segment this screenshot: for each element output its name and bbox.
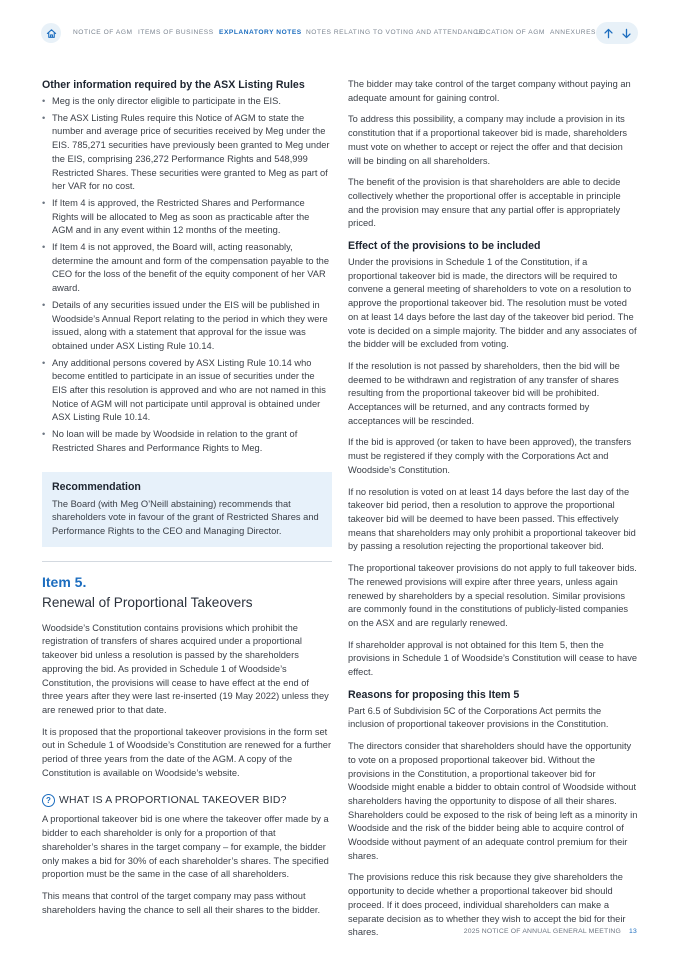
effect-heading: Effect of the provisions to be included [348, 240, 541, 253]
paragraph: Part 6.5 of Subdivision 5C of the Corporations Act permits the inclusion of proportional takeover provisions in the Constitution. [348, 705, 609, 730]
paragraph: A proportional takeover bid is one where the takeover offer made by a bidder to each shareholder is only for a proportion of that shareholder’s shares in the target company – for example, the bidder only makes a bid for 30% of each shareholder’s shares. The specified proportion must be the same in the case of all shareholders. [42, 814, 329, 880]
nav-link-location-of-agm[interactable]: LOCATION OF AGM [476, 29, 545, 36]
arrow-down-icon [621, 28, 632, 39]
paragraph: If no resolution is voted on at least 14 days before the last day of the takeover bid period, then a resolution to approve the proportional takeover bid will be deemed to have been passed. This effectively means that shareholders may only prohibit a proportional takeover bid by passing a resolution rejecting the proportional takeover bid. [348, 486, 636, 552]
footer-title: 2025 NOTICE OF ANNUAL GENERAL MEETING [463, 928, 622, 935]
question-icon: ? [42, 794, 55, 807]
paragraph: The directors consider that shareholders should have the opportunity to vote on a proposed proportional takeover bid. Without the provisions in the Constitution, a proportional takeover bid for Woodside might enable a bidder to obtain control of Woodside without shareholders having the opportunity to dispose of all their shares. Shareholders could be exposed to the risk of being left as a minority in Woodside and the risk of the bidder being able to acquire control of Woodside without payment of an adequate control premium for their shares. [348, 741, 638, 861]
paragraph: If the bid is approved (or taken to have been approved), the transfers must be registered if they comply with the Corporations Act and Woodside’s Constitution. [348, 437, 632, 475]
paragraph: It is proposed that the proportional takeover provisions in the form set out in Schedule 1 of Woodside’s Constitution are renewed for a further period of three years from the date of the AGM. A copy of the Constitution is available on Woodside’s website. [42, 726, 332, 778]
reasons-heading: Reasons for proposing this Item 5 [348, 688, 520, 701]
item-title: Renewal of Proportional Takeovers [42, 594, 253, 610]
section-divider [42, 561, 332, 562]
item-label: Item 5. [42, 573, 87, 590]
nav-link-voting-and-attendance[interactable]: NOTES RELATING TO VOTING AND ATTENDANCE [306, 29, 484, 36]
list-item: • If Item 4 is approved, the Restricted Shares and Performance Rights will be allocated to Meg as soon as practicable after the AGM and in any event within 12 months of the meeting. [42, 197, 332, 238]
paragraph: If shareholder approval is not obtained for this Item 5, then the provisions in Schedule 1 of Woodside’s Constitution will cease to have effect. [348, 639, 638, 678]
list-item: • The ASX Listing Rules require this Notice of AGM to state the number and average price of securities received by Meg under the EIS. 785,271 securities have previously been granted to Meg under the EIS, comprising 236,272 Performance Rights and 548,999 Restricted Shares. These securities were granted to Meg as part of her VAR for no cost. [42, 112, 332, 194]
nav-link-notice-of-agm[interactable]: NOTICE OF AGM [73, 29, 133, 36]
previous-page-button[interactable] [600, 25, 616, 41]
left-column [42, 78, 332, 925]
paragraph: Under the provisions in Schedule 1 of the Constitution, if a proportional takeover bid is made, the directors will be required to convene a general meeting of shareholders to vote on a resolution to approve the proportional takeover bid. The resolution must be voted on at least 14 days before the last day of the takeover bid period. The vote is decided on a simple majority. The bidder and any associates of the bidder will be excluded from voting. [348, 257, 637, 350]
asx-info-heading: Other information required by the ASX Listing Rules [42, 79, 305, 91]
list-item: • If Item 4 is not approved, the Board will, acting reasonably, determine the amount and form of the compensation payable to the CEO for the loss of the benefit of the equity component of her VAR award. [42, 241, 332, 296]
home-icon [46, 28, 57, 39]
paragraph: The provisions reduce this risk because they give shareholders the opportunity to decide whether a proportional takeover bid should proceed. If it does proceed, individual shareholders can make a separate decision as to whether they wish to accept the bid for their shares. [348, 872, 626, 938]
paragraph: To address this possibility, a company may include a provision in its constitution that if a proportional takeover bid is made, shareholders must vote on whether to accept or reject the offer and that decision will be binding on all shareholders. [348, 114, 628, 166]
proportional-takeover-question [42, 794, 332, 807]
paragraph: The proportional takeover provisions do not apply to full takeover bids. The renewed provisions will expire after three years, unless again renewed by shareholders by a special resolution. Similar provisions are commonly found in the constitutions of publicly-listed companies on the ASX and are regularly renewed. [348, 563, 637, 628]
paragraph: The bidder may take control of the target company without paying an adequate amount for gaining control. [348, 79, 631, 103]
recommendation-box [42, 472, 332, 547]
nav-link-items-of-business[interactable]: ITEMS OF BUSINESS [138, 29, 214, 36]
list-item: • Details of any securities issued under the EIS will be published in Woodside’s Annual Report relating to the period in which they were issued, along with a statement that approval for the issue was obtained under ASX Listing Rule 10.14. [42, 299, 332, 354]
right-column [348, 78, 638, 948]
question-heading: WHAT IS A PROPORTIONAL TAKEOVER BID? [59, 795, 287, 807]
arrow-up-icon [603, 28, 614, 39]
next-page-button[interactable] [618, 25, 634, 41]
paragraph: The benefit of the provision is that shareholders are able to decide collectively whether the proportional offer is acceptable in principle and the provision may ensure that any partial offer is appropriately priced. [348, 177, 621, 229]
paragraph: This means that control of the target company may pass without shareholders having the chance to sell all their shares to the bidder. [42, 890, 321, 915]
nav-link-explanatory-notes[interactable]: EXPLANATORY NOTES [219, 29, 302, 36]
nav-link-annexures[interactable]: ANNEXURES [550, 29, 596, 36]
paragraph: If the resolution is not passed by shareholders, then the bid will be deemed to be withdrawn and registration of any transfer of shares resulting from the proportional takeover bid will be prohibited. Acceptances will be returned, and any contracts formed by acceptances will be rescinded. [348, 360, 620, 426]
recommendation-title: Recommendation [52, 480, 141, 493]
paragraph: Woodside’s Constitution contains provisions which prohibit the registration of transfers of shares acquired under a proportional takeover bid unless a resolution is passed by the shareholders approving the bid. As provided in Schedule 1 of Woodside’s Constitution, the provisions will cease to have effect at the end of three years after they were last re-inserted (19 May 2022) unless they are renewed prior to that date. [42, 622, 329, 715]
recommendation-text: The Board (with Meg O’Neill abstaining) recommends that shareholders vote in favour of the grant of Restricted Shares and Performance Rights to the CEO and Managing Director. [52, 498, 319, 536]
page-number: 13 [629, 928, 637, 935]
top-nav [0, 22, 679, 46]
list-item: • No loan will be made by Woodside in relation to the grant of Restricted Shares and Performance Rights to Meg. [42, 428, 332, 455]
page-footer [464, 928, 637, 935]
page-nav-arrows [596, 22, 638, 44]
home-button[interactable] [41, 23, 61, 43]
asx-info-list [42, 95, 332, 456]
list-item: • Any additional persons covered by ASX Listing Rule 10.14 who become entitled to participate in an issue of securities under the EIS after this resolution is approved and who are not named in this Notice of AGM will not participate until approval is obtained under ASX Listing Rule 10.14. [42, 357, 332, 426]
list-item: • Meg is the only director eligible to participate in the EIS. [42, 95, 332, 109]
